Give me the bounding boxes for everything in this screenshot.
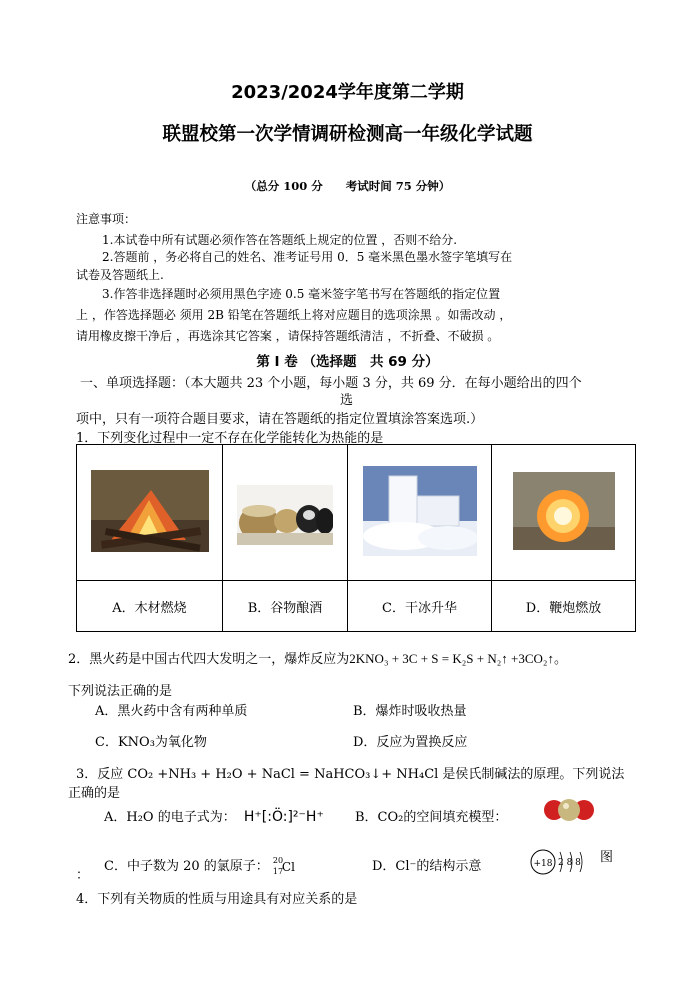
chlorine-isotope-symbol [272,855,295,876]
q4-stem: 4．下列有关物质的性质与用途具有对应关系的是 [76,892,358,907]
q2-equation: 2KNO₃ + 3C + S = K₂S + N₂↑ +3CO₂↑。 [349,651,567,666]
section-title: 第 I 卷 （选择题 共 69 分） [256,354,439,370]
element-symbol: Cl [281,859,295,874]
notice-line-3c: 请用橡皮擦干净后 ，再选涂其它答案 ，请保持答题纸清洁 ，不折叠、不破损 。 [76,329,500,343]
campfire-image [91,470,209,552]
atomic-number: 17 [272,866,284,876]
electron-shells: 2 8 8 [558,858,581,868]
exam-title: 联盟校第一次学情调研检测高一年级化学试题 [162,124,533,145]
q2-stem-text: 2．黑火药是中国古代四大发明之一，爆炸反应为 [68,652,350,667]
notice-heading: 注意事项： [76,212,137,226]
q3-option-d-tail: 图 [600,850,614,865]
section-instructions-cont: 项中，只有一项符合题目要求，请在答题纸的指定位置填涂答案选项.） [76,412,484,427]
notice-line-2a: 2.答题前 ，务必将自己的姓名、准考证号用 0．5 毫米黑色墨水签字笔填写在 [102,250,513,264]
q3-option-b[interactable]: B．CO₂的空间填充模型： [355,810,508,825]
h2o-electron-formula: H⁺[:Ö:]²⁻H⁺ [243,809,324,825]
notice-line-1: 1.本试卷中所有试题必须作答在答题纸上规定的位置 ，否则不给分. [102,233,458,247]
notice-line-3a: 3.作答非选择题时必须用黑色字迹 0.5 毫米签字笔书写在答题纸的指定位置 [102,287,501,301]
grain-wine-image [237,485,333,545]
q3-stem: 3．反应 CO₂ +NH₃ + H₂O + NaCl = NaHCO₃↓+ NH₄Cl 是侯氏制碱法的原理。下列说法 [76,767,625,782]
exam-year: 2023/2024学年度第二学期 [231,82,464,103]
q1-option-a[interactable]: A．木材燃烧 [77,581,223,632]
co2-space-filling-model [542,796,596,824]
q1-option-b[interactable]: B．谷物酿酒 [223,581,348,632]
q3-option-c-label: C．中子数为 20 的氯原子： [104,859,269,874]
q3-colon: ： [76,868,90,883]
section-instructions: 一、单项选择题：（本大题共 23 个小题，每小题 3 分，共 69 分．在每小题给出的四个 [80,376,582,391]
q3-option-d[interactable]: D．Cl⁻的结构示意 [372,859,482,874]
notice-line-3b: 上 ，作答选择题必 须用 2B 铅笔在答题纸上将对应题目的选项涂黑 。如需改动 ， [76,308,512,322]
q1-options-table [76,444,636,632]
q3-option-a-label: A．H₂O 的电子式为： [104,810,236,825]
dry-ice-image [363,466,477,556]
q1-image-cell-a [77,445,223,581]
q2-option-a[interactable]: A．黑火药中含有两种单质 [95,704,248,719]
q3-option-c[interactable] [104,855,295,875]
q3-option-a[interactable] [104,806,324,825]
q1-image-cell-b [223,445,348,581]
q2-prompt: 下列说法正确的是 [68,684,173,699]
q2-option-d[interactable]: D．反应为置换反应 [353,735,468,750]
chloride-ion-structure-diagram [528,846,594,878]
notice-line-2b: 试卷及答题纸上. [76,268,164,282]
q2-option-b[interactable]: B．爆炸时吸收热量 [353,704,467,719]
score-time: （总分 100 分 考试时间 75 分钟） [244,179,451,193]
nucleus-charge: +18 [533,859,553,869]
q2-option-c[interactable]: C．KNO₃为氧化物 [95,735,207,750]
q1-option-d[interactable]: D．鞭炮燃放 [492,581,636,632]
mass-number: 20 [272,855,284,865]
q2-stem [68,648,567,667]
q3-stem-cont: 正确的是 [68,786,121,801]
q1-image-cell-c [348,445,492,581]
section-instructions-wrap: 选 [340,393,354,408]
q1-option-c[interactable]: C．干冰升华 [348,581,492,632]
q1-stem: 1．下列变化过程中一定不存在化学能转化为热能的是 [76,431,384,446]
q1-image-cell-d [492,445,636,581]
firecracker-explosion-image [513,472,615,550]
